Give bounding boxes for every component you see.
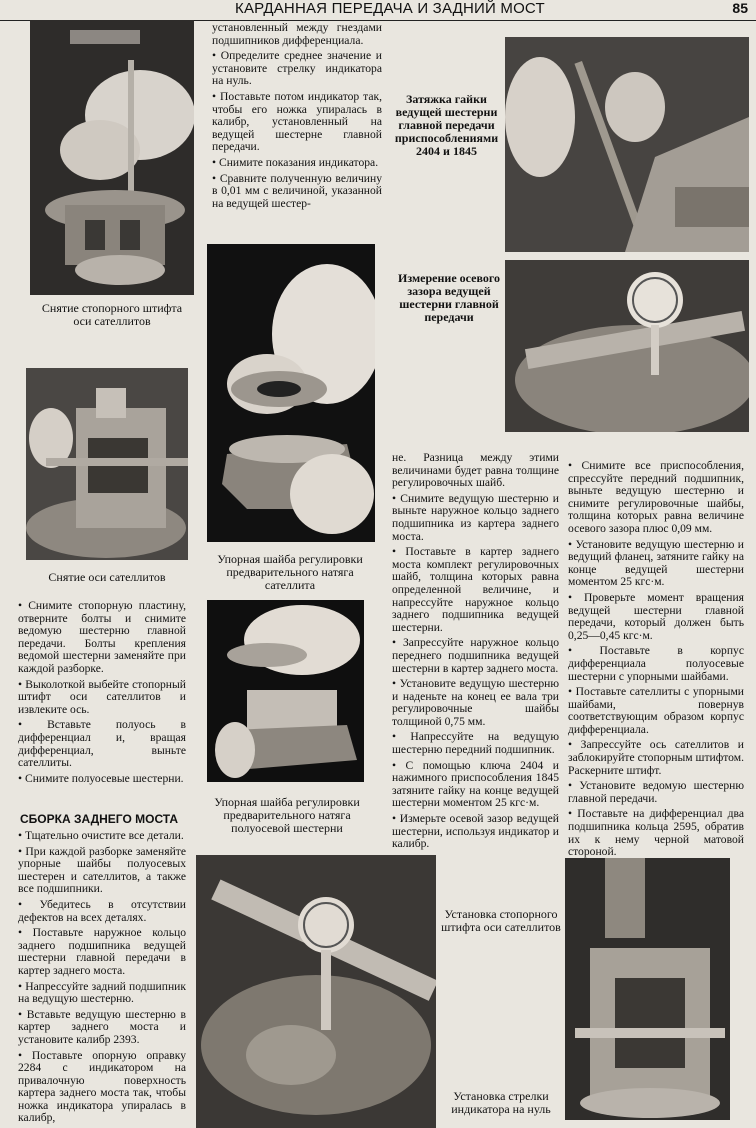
paragraph: не. Разница между этими величинами будет равна толщине регулировочных шайб. — [392, 451, 559, 490]
paragraph: • Вставьте ведущую шестерню в картер заднего моста и установите калибр 2393. — [18, 1007, 186, 1046]
caption-pin-removal: Снятие стопорного штифта оси сателлитов — [41, 301, 183, 328]
paragraph: • Установите ведущую шестерню и наденьте на конец ее вала три регулировочные шайбы толщиной 0,75 мм. — [392, 677, 559, 728]
paragraph: • Измерьте осевой зазор ведущей шестерни, используя индикатор и калибр. — [392, 812, 559, 851]
section-text — [18, 830, 186, 1128]
paragraph: • Поставьте в картер заднего моста комплект регулировочных шайб, толщина которых равна определенной величине, и напрессуйте наружное кольцо заднего подшипника ведущей шестерни. — [392, 545, 559, 634]
paragraph: • Поставьте сателлиты с упорными шайбами, повернув соответствующим образом корпус дифференциала. — [568, 685, 744, 736]
paragraph: установленный между гнездами подшипников дифференциала. — [212, 21, 382, 47]
caption-sidegear-washer: Упорная шайба регулировки предварительного натяга полуосевой шестерни — [214, 795, 360, 835]
paragraph: • Напрессуйте задний подшипник на ведущую шестерню. — [18, 979, 186, 1006]
paragraph: • Вставьте полуось в дифференциал и, вращая дифференциал, выньте сателлиты. — [18, 718, 186, 770]
paragraph: • Снимите все приспособления, спрессуйте передний подшипник, выньте ведущую шестерню и снимите регулировочные шайбы, толщина которых равна величине осевого зазора плюс 0,09 мм. — [568, 459, 744, 535]
col3-text — [392, 452, 559, 854]
paragraph: • Установите ведомую шестерню главной передачи. — [568, 779, 744, 805]
paragraph: • Запрессуйте ось сателлитов и заблокируйте стопорным штифтом. Раскерните штифт. — [568, 738, 744, 777]
col1-text — [18, 600, 186, 788]
photo-sidegear-washer — [207, 600, 364, 782]
photo-satellite-washer — [207, 244, 375, 542]
caption-axial-play: Измерение осевого зазора ведущей шестерни главной передачи — [398, 271, 500, 324]
paragraph: • Снимите ведущую шестерню и выньте наружное кольцо заднего подшипника из картера заднего моста. — [392, 491, 559, 543]
photo-pin-install — [565, 858, 730, 1120]
paragraph: • Установите ведущую шестерню и ведущий фланец, затяните гайку на конце ведущей шестерни моментом 25 кгс·м. — [568, 537, 744, 589]
page-header — [0, 0, 756, 21]
running-title: КАРДАННАЯ ПЕРЕДАЧА И ЗАДНИЙ МОСТ — [235, 0, 545, 17]
col2-text — [212, 22, 382, 213]
paragraph: • Снимите полуосевые шестерни. — [18, 771, 184, 785]
paragraph: • При каждой разборке заменяйте упорные шайбы полуосевых шестерен и сателлитов, а также все подшипники. — [18, 844, 186, 896]
photo-nut-tightening — [505, 37, 749, 252]
caption-pin-install: Установка стопорного штифта оси сателлитов — [441, 907, 561, 934]
section-heading: СБОРКА ЗАДНЕГО МОСТА — [20, 812, 179, 826]
paragraph: • Поставьте опорную оправку 2284 с индикатором на привалочную поверхность картера заднего моста так, чтобы ножка индикатора упиралась в калибр, — [18, 1048, 186, 1125]
paragraph: • Напрессуйте на ведущую шестерню передний подшипник. — [392, 730, 559, 757]
caption-axle-removal: Снятие оси сателлитов — [48, 570, 166, 584]
paragraph: • Убедитесь в отсутствии дефектов на всех деталях. — [18, 897, 186, 924]
paragraph: • Поставьте в корпус дифференциала полуосевые шестерни с упорными шайбами. — [568, 644, 744, 683]
paragraph: • Снимите стопорную пластину, отверните болты и снимите ведомую шестерню главной передачи. Болты крепления ведомой шестерни заменяйте при каждой разборке. — [18, 599, 186, 675]
paragraph: • С помощью ключа 2404 и нажимного приспособления 1845 затяните гайку на конце ведущей шестерни моментом 25 кгс·м. — [392, 758, 559, 810]
photo-axle-removal — [26, 368, 188, 560]
photo-pin-removal — [30, 20, 194, 295]
paragraph: • Поставьте на дифференциал два подшипника кольца 2595, обратив их к нему черной матовой стороной. — [568, 807, 744, 859]
paragraph: • Проверьте момент вращения ведущей шестерни главной передачи, который должен быть 0,25—0,45 кгс·м. — [568, 590, 744, 642]
paragraph: • Поставьте наружное кольцо заднего подшипника ведущей шестерни главной передачи в картер заднего моста. — [18, 926, 186, 977]
page-number: 85 — [732, 0, 748, 16]
paragraph: • Выколоткой выбейте стопорный штифт оси сателлитов и извлеките ось. — [18, 677, 186, 716]
paragraph: • Тщательно очистите все детали. — [18, 829, 184, 842]
col4-text — [568, 460, 744, 862]
paragraph: • Сравните полученную величину в 0,01 мм с величиной, указанной на ведущей шестер- — [212, 171, 382, 210]
paragraph: • Поставьте потом индикатор так, чтобы его ножка упиралась в калибр, установленный на ведущей шестерне главной передачи. — [212, 89, 382, 154]
paragraph: • Определите среднее значение и установите стрелку индикатора на нуль. — [212, 49, 382, 88]
caption-satellite-washer: Упорная шайба регулировки предварительного натяга сателлита — [217, 552, 363, 592]
caption-nut-tightening: Затяжка гайки ведущей шестерни главной передачи приспособлениями 2404 и 1845 — [394, 92, 499, 158]
paragraph: • Запрессуйте наружное кольцо переднего подшипника ведущей шестерни в картер заднего моста. — [392, 636, 559, 675]
caption-indicator-zero: Установка стрелки индикатора на нуль — [451, 1089, 551, 1116]
paragraph: • Снимите показания индикатора. — [212, 155, 379, 169]
photo-indicator-zero — [196, 855, 436, 1128]
photo-axial-play — [505, 260, 749, 432]
